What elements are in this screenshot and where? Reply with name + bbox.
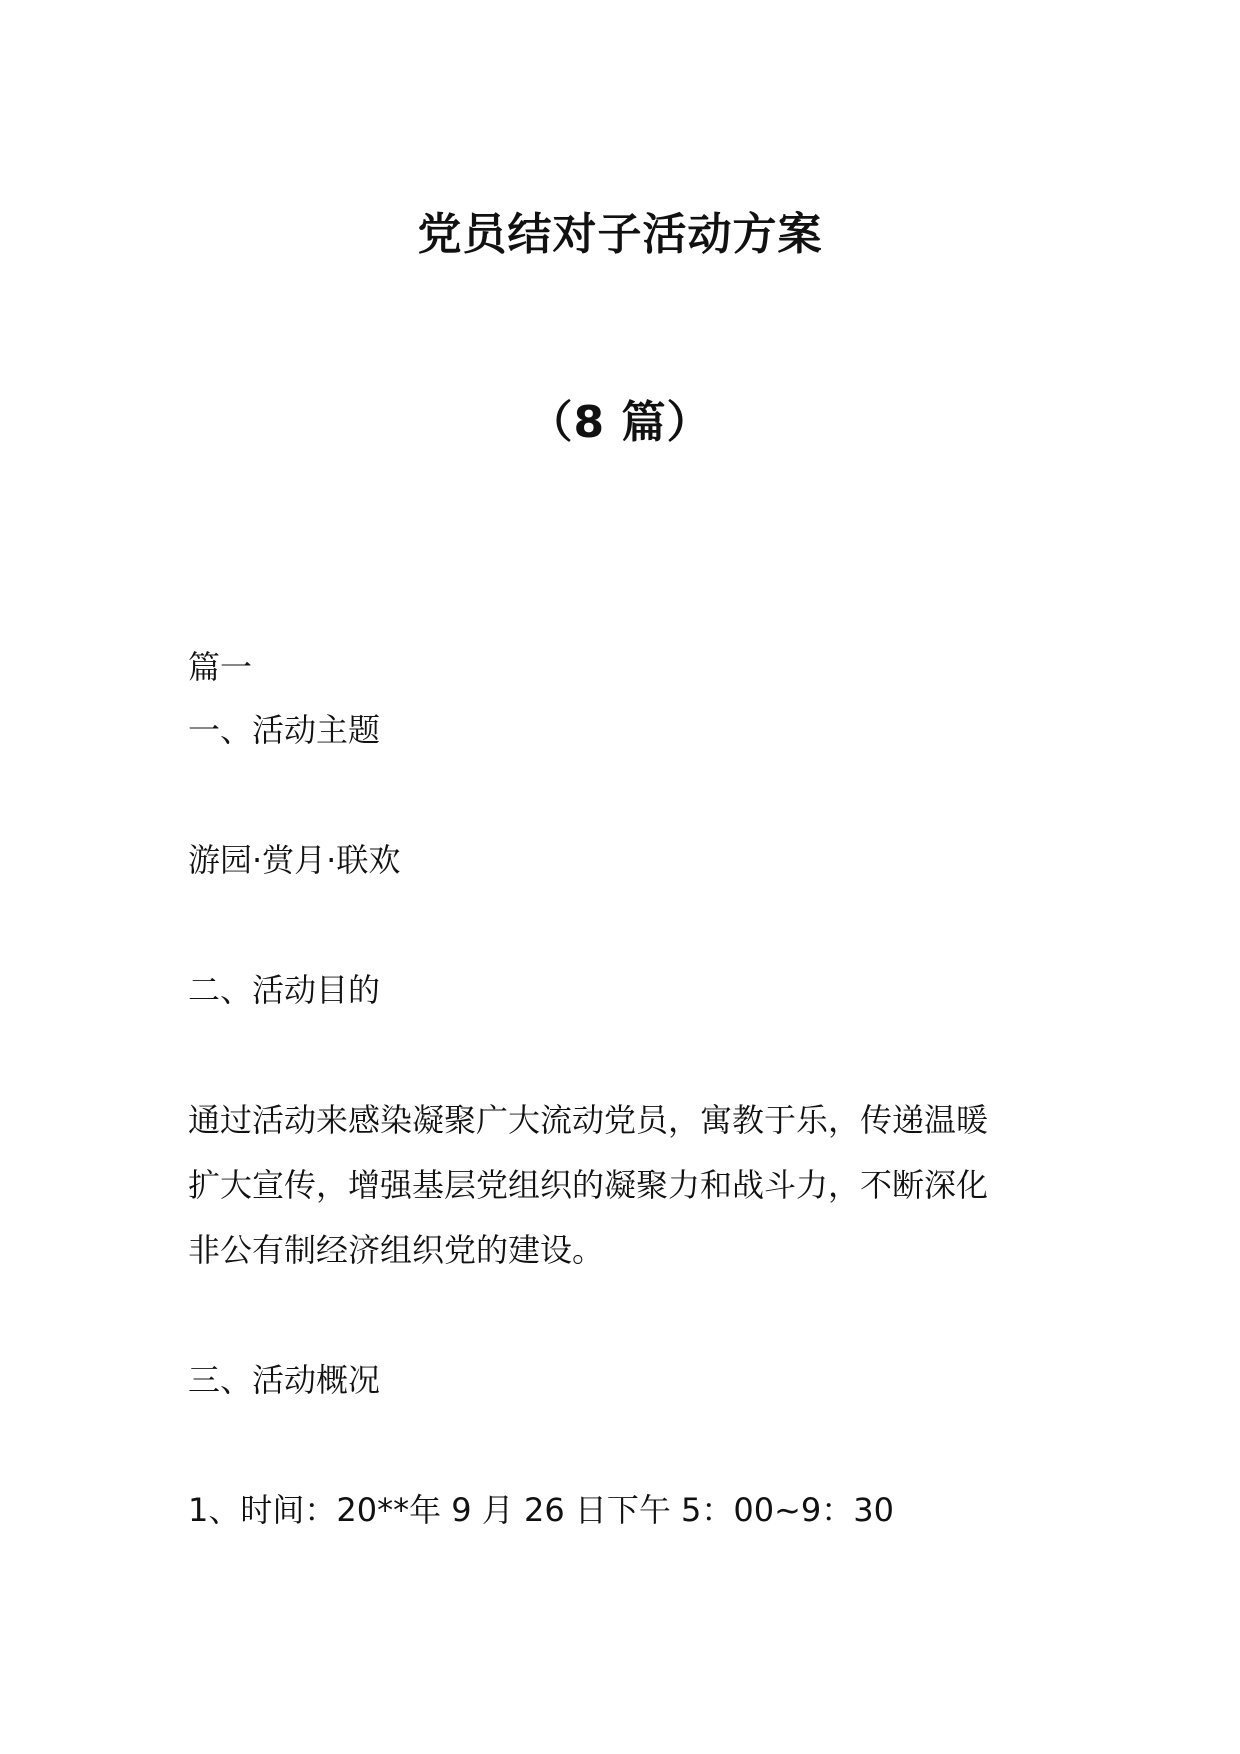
paragraph-line: 通过活动来感染凝聚广大流动党员，寓教于乐，传递温暖 [188,1101,989,1139]
section-body-theme: 游园·赏月·联欢 [188,841,401,879]
paragraph-line: 非公有制经济组织党的建设。 [188,1231,605,1269]
chapter-label: 篇一 [188,648,253,686]
section-heading-theme: 一、活动主题 [188,711,381,749]
section-body-purpose [188,1088,1068,1283]
document-title: 党员结对子活动方案 [417,209,823,260]
overview-item-time: 1、时间：20**年 9 月 26 日下午 5：00~9：30 [188,1491,894,1529]
section-heading-purpose: 二、活动目的 [188,971,381,1009]
section-heading-overview: 三、活动概况 [188,1361,381,1399]
document-subtitle: （8 篇） [528,397,712,448]
paragraph-line: 扩大宣传，增强基层党组织的凝聚力和战斗力，不断深化 [188,1166,989,1204]
